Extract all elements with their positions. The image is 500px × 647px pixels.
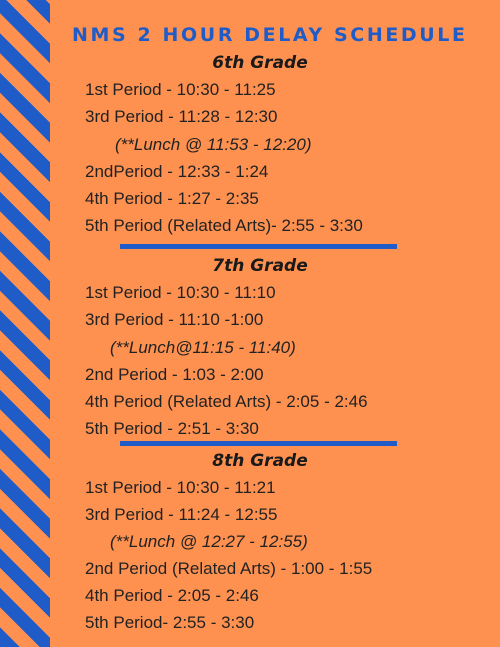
schedule-line: 1st Period - 10:30 - 11:25	[85, 80, 276, 99]
grade-heading-8th: 8th Grade	[212, 451, 308, 471]
lunch-line: (**Lunch @ 12:27 - 12:55)	[110, 532, 308, 551]
schedule-line: 4th Period - 2:05 - 2:46	[85, 586, 259, 605]
schedule-line: 3rd Period - 11:10 -1:00	[85, 310, 264, 329]
schedule-line: 2nd Period (Related Arts) - 1:00 - 1:55	[85, 559, 373, 578]
schedule-line: 2nd Period - 1:03 - 2:00	[85, 365, 264, 384]
schedule-line: 3rd Period - 11:28 - 12:30	[85, 107, 278, 126]
lunch-line: (**Lunch@11:15 - 11:40)	[110, 338, 296, 357]
schedule-line: 5th Period - 2:51 - 3:30	[85, 419, 259, 438]
schedule-title: NMS 2 HOUR DELAY SCHEDULE	[72, 24, 468, 46]
diagonal-stripe-border	[0, 0, 50, 647]
schedule-line: 4th Period - 1:27 - 2:35	[85, 189, 259, 208]
schedule-line: 1st Period - 10:30 - 11:21	[85, 478, 276, 497]
schedule-line: 5th Period- 2:55 - 3:30	[85, 613, 255, 632]
section-divider	[120, 441, 397, 446]
section-divider	[120, 244, 397, 249]
lunch-line: (**Lunch @ 11:53 - 12:20)	[115, 135, 312, 154]
schedule-line: 1st Period - 10:30 - 11:10	[85, 283, 276, 302]
grade-heading-7th: 7th Grade	[212, 256, 308, 276]
schedule-line: 3rd Period - 11:24 - 12:55	[85, 505, 278, 524]
schedule-line: 2ndPeriod - 12:33 - 1:24	[85, 162, 269, 181]
schedule-line: 5th Period (Related Arts)- 2:55 - 3:30	[85, 216, 363, 235]
grade-heading-6th: 6th Grade	[212, 53, 308, 73]
schedule-line: 4th Period (Related Arts) - 2:05 - 2:46	[85, 392, 368, 411]
